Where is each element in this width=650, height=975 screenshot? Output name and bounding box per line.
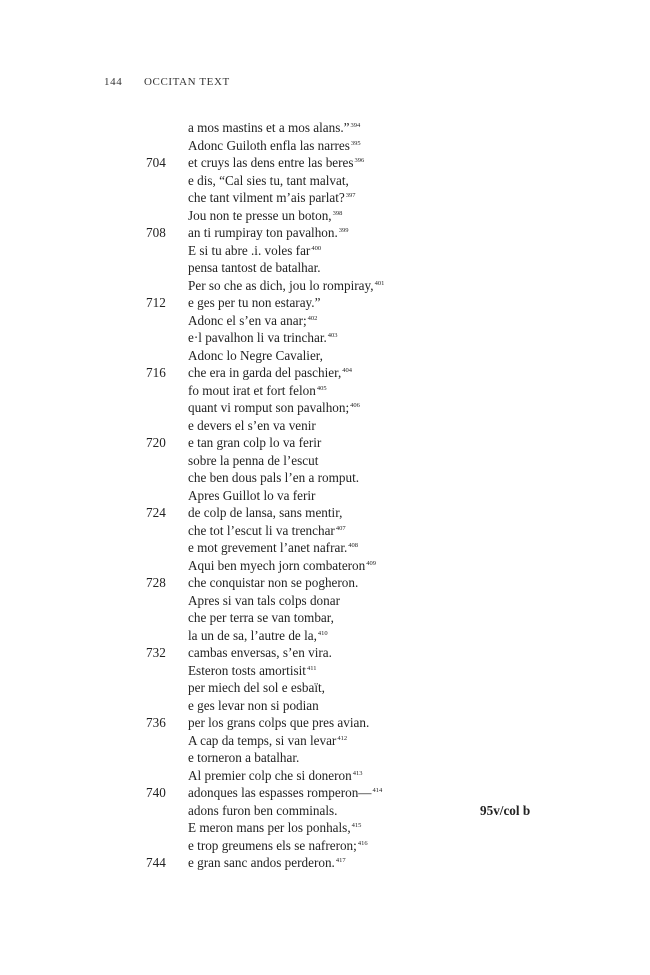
footnote-marker[interactable]: 403 xyxy=(327,332,338,339)
verse-text xyxy=(188,609,334,627)
footnote-marker[interactable]: 406 xyxy=(350,402,360,409)
verse-words: adonques las espasses romperon— xyxy=(188,785,372,800)
footnote-marker[interactable]: 413 xyxy=(352,769,363,777)
verse-line xyxy=(140,294,560,312)
verse-words: cambas enversas, s’en vira. xyxy=(188,645,332,660)
line-number: 716 xyxy=(146,365,166,380)
verse-words: che ben dous pals l’en a romput. xyxy=(188,470,360,485)
verse-line xyxy=(140,767,560,785)
verse-line xyxy=(140,802,560,820)
verse-text xyxy=(188,224,349,242)
verse-line xyxy=(140,714,560,732)
footnote-marker[interactable]: 409 xyxy=(366,559,376,567)
verse-words: Per so che as dich, jou lo rompiray, xyxy=(188,277,374,293)
verse-line xyxy=(140,504,560,522)
verse-line xyxy=(140,259,560,277)
verse-line xyxy=(140,312,560,330)
verse-line xyxy=(140,137,560,155)
verse-text xyxy=(188,189,355,207)
verse-words: e tan gran colp lo va ferir xyxy=(188,435,322,450)
verse-text xyxy=(188,469,359,487)
footnote-marker[interactable]: 410 xyxy=(317,629,328,637)
verse-line xyxy=(140,452,560,470)
footnote-marker[interactable]: 396 xyxy=(354,157,365,164)
verse-words: Adonc lo Negre Cavalier, xyxy=(188,347,323,363)
line-number: 736 xyxy=(146,715,166,730)
verse-text xyxy=(188,784,382,802)
verse-text xyxy=(188,434,321,452)
verse-text xyxy=(188,242,321,260)
verse-words: fo mout irat et fort felon xyxy=(188,382,316,398)
verse-line xyxy=(140,434,560,452)
verse-line xyxy=(140,242,560,260)
footnote-marker[interactable]: 398 xyxy=(332,209,343,217)
verse-line xyxy=(140,469,560,487)
verse-words: A cap da temps, si van levar xyxy=(188,732,337,748)
line-number: 740 xyxy=(146,785,166,800)
verse-words: sobre la penna de l’escut xyxy=(188,452,319,468)
footnote-marker[interactable]: 400 xyxy=(311,244,322,252)
verse-words: e·l pavalhon li va trinchar. xyxy=(188,330,327,345)
verse-line xyxy=(140,679,560,697)
verse-words: e dis, “Cal sies tu, tant malvat, xyxy=(188,172,349,188)
verse-text xyxy=(188,154,364,172)
verse-text xyxy=(188,837,368,855)
verse-text xyxy=(188,452,318,470)
footnote-marker[interactable]: 411 xyxy=(306,664,317,672)
footnote-marker[interactable]: 405 xyxy=(316,384,327,392)
verse-line xyxy=(140,592,560,610)
verse-line xyxy=(140,749,560,767)
verse-line xyxy=(140,154,560,172)
line-number: 720 xyxy=(146,435,166,450)
verse-words: Aqui ben myech jorn combateron xyxy=(188,557,366,573)
verse-text xyxy=(188,539,358,557)
footnote-marker[interactable]: 401 xyxy=(374,279,385,287)
footnote-marker[interactable]: 397 xyxy=(345,192,356,199)
verse-text xyxy=(188,382,327,400)
verse-text xyxy=(188,399,360,417)
footnote-marker[interactable]: 404 xyxy=(342,367,352,374)
verse-line xyxy=(140,609,560,627)
verse-words: per los grans colps que pres avian. xyxy=(188,715,370,730)
verse-line xyxy=(140,487,560,505)
verse-line xyxy=(140,732,560,750)
footnote-marker[interactable]: 414 xyxy=(372,787,383,794)
verse-text xyxy=(188,172,349,190)
verse-line xyxy=(140,382,560,400)
verse-words: et cruys las dens entre las beres xyxy=(188,155,354,170)
verse-words: Apres si van tals colps donar xyxy=(188,592,340,608)
verse-text xyxy=(188,749,299,767)
footnote-marker[interactable]: 402 xyxy=(307,314,318,322)
verse-line xyxy=(140,819,560,837)
verse-line xyxy=(140,627,560,645)
verse-words: de colp de lansa, sans mentir, xyxy=(188,505,343,520)
verse-line xyxy=(140,329,560,347)
line-number: 708 xyxy=(146,225,166,240)
verse-line xyxy=(140,364,560,382)
footnote-marker[interactable]: 416 xyxy=(357,839,368,847)
verse-line xyxy=(140,172,560,190)
line-number: 744 xyxy=(146,855,166,870)
verse-block xyxy=(140,119,560,872)
verse-line xyxy=(140,557,560,575)
footnote-marker[interactable]: 417 xyxy=(335,857,346,864)
verse-text xyxy=(188,294,320,312)
verse-words: adons furon ben comminals. xyxy=(188,802,338,818)
verse-line xyxy=(140,854,560,872)
verse-text xyxy=(188,329,338,347)
verse-words: Al premier colp che si doneron xyxy=(188,767,352,783)
verse-text xyxy=(188,732,347,750)
footnote-marker[interactable]: 394 xyxy=(350,122,361,129)
line-number: 704 xyxy=(146,155,166,170)
verse-text xyxy=(188,679,325,697)
verse-words: E meron mans per los ponhals, xyxy=(188,820,351,835)
verse-words: e trop greumens els se nafreron; xyxy=(188,837,357,853)
verse-line xyxy=(140,697,560,715)
verse-words: a mos mastins et a mos alans.” xyxy=(188,120,350,135)
verse-line xyxy=(140,399,560,417)
verse-words: pensa tantost de batalhar. xyxy=(188,260,321,275)
running-head xyxy=(104,76,230,88)
line-number: 728 xyxy=(146,575,166,590)
verse-line xyxy=(140,574,560,592)
verse-text xyxy=(188,417,316,435)
verse-words: che per terra se van tombar, xyxy=(188,610,334,625)
verse-line xyxy=(140,189,560,207)
footnote-marker[interactable]: 395 xyxy=(350,139,361,147)
verse-text xyxy=(188,364,352,382)
verse-line xyxy=(140,539,560,557)
verse-text xyxy=(188,119,360,137)
verse-line xyxy=(140,417,560,435)
verse-text xyxy=(188,277,384,295)
verse-words: che tant vilment m’ais parlat? xyxy=(188,190,345,205)
footnote-marker[interactable]: 399 xyxy=(338,227,349,234)
line-number: 712 xyxy=(146,295,166,310)
page-number: 144 xyxy=(104,76,123,88)
verse-line xyxy=(140,784,560,802)
verse-words: Adonc Guiloth enfla las narres xyxy=(188,137,350,153)
verse-text xyxy=(188,644,332,662)
line-number: 724 xyxy=(146,505,166,520)
verse-line xyxy=(140,277,560,295)
verse-text xyxy=(188,802,337,820)
verse-text xyxy=(188,347,323,365)
verse-line xyxy=(140,347,560,365)
verse-words: e ges per tu non estaray.” xyxy=(188,295,321,310)
verse-text xyxy=(188,627,328,645)
running-title: OCCITAN TEXT xyxy=(144,76,230,88)
footnote-marker[interactable]: 408 xyxy=(348,542,359,549)
verse-line xyxy=(140,224,560,242)
verse-words: Adonc el s’en va anar; xyxy=(188,312,307,328)
verse-words: la un de sa, l’autre de la, xyxy=(188,627,317,643)
verse-text xyxy=(188,697,319,715)
verse-words: e devers el s’en va venir xyxy=(188,417,316,433)
verse-text xyxy=(188,522,346,540)
verse-line xyxy=(140,207,560,225)
verse-text xyxy=(188,207,342,225)
verse-words: an ti rumpiray ton pavalhon. xyxy=(188,225,338,240)
footnote-marker[interactable]: 407 xyxy=(335,524,346,532)
verse-text xyxy=(188,137,361,155)
verse-line xyxy=(140,522,560,540)
verse-line xyxy=(140,644,560,662)
verse-text xyxy=(188,487,315,505)
verse-words: e gran sanc andos perderon. xyxy=(188,855,335,870)
verse-words: e ges levar non si podian xyxy=(188,697,319,713)
line-number: 732 xyxy=(146,645,166,660)
footnote-marker[interactable]: 415 xyxy=(351,822,362,829)
verse-words: Apres Guillot lo va ferir xyxy=(188,487,316,503)
verse-text xyxy=(188,819,361,837)
verse-words: per miech del sol e esbaït, xyxy=(188,680,325,695)
verse-words: e mot grevement l’anet nafrar. xyxy=(188,540,348,555)
folio-marker: 95v/col b xyxy=(480,802,531,818)
verse-line xyxy=(140,119,560,137)
verse-words: che tot l’escut li va trenchar xyxy=(188,522,335,538)
verse-text xyxy=(188,312,317,330)
footnote-marker[interactable]: 412 xyxy=(337,734,348,742)
verse-words: quant vi romput son pavalhon; xyxy=(188,400,350,415)
verse-text xyxy=(188,662,316,680)
verse-line xyxy=(140,837,560,855)
verse-text xyxy=(188,259,321,277)
verse-line xyxy=(140,662,560,680)
verse-words: Esteron tosts amortisit xyxy=(188,662,306,678)
verse-text xyxy=(188,767,362,785)
verse-text xyxy=(188,574,358,592)
verse-text xyxy=(188,504,342,522)
verse-words: Jou non te presse un boton, xyxy=(188,207,332,223)
verse-text xyxy=(188,854,346,872)
verse-words: che era in garda del paschier, xyxy=(188,365,342,380)
verse-text xyxy=(188,714,369,732)
verse-words: E si tu abre .i. voles far xyxy=(188,242,311,258)
verse-words: e torneron a batalhar. xyxy=(188,750,300,765)
verse-text xyxy=(188,557,376,575)
verse-words: che conquistar non se pogheron. xyxy=(188,575,359,590)
verse-text xyxy=(188,592,340,610)
